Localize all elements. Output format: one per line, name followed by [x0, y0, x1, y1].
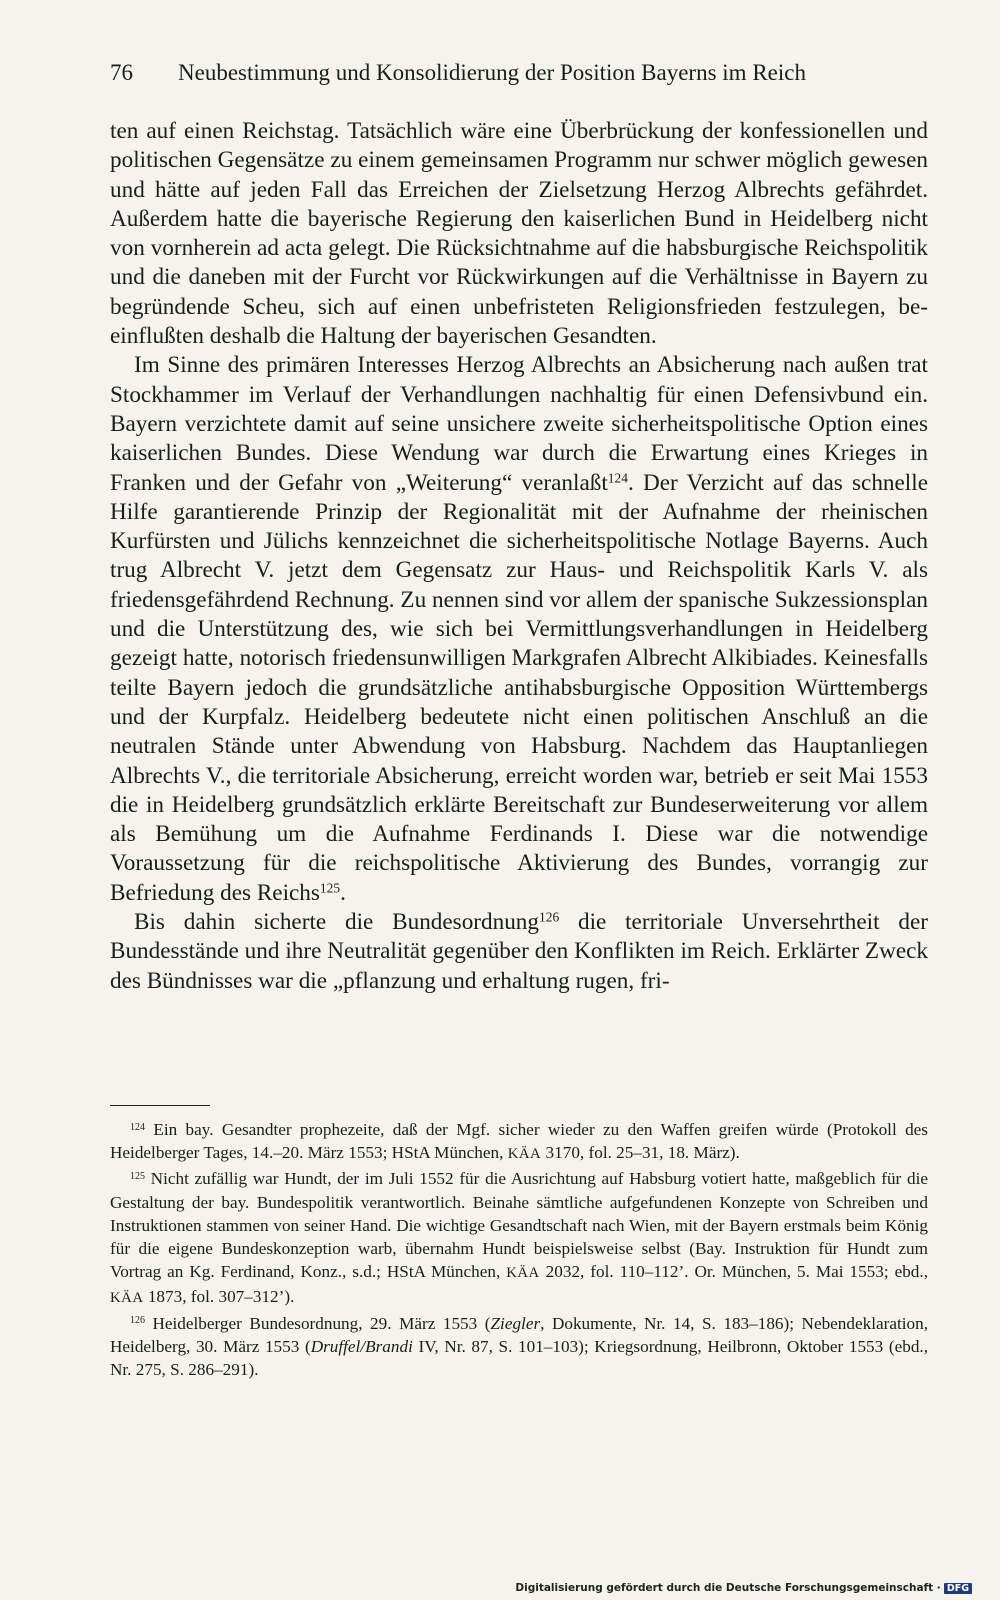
footnote-126-text-b: , Dokumente, Nr. 14, S. 183–186); Nebendeklaration, Heidelberg, 30. März 1553 ( [110, 1313, 928, 1356]
archive-abbrev: KÄA [110, 1290, 144, 1307]
paragraph-2-text-b: . Der Verzicht auf das schnelle Hilfe garantierende Prinzip der Regionalität mit der Aufnahme der rheinischen Kurfürsten und Jülichs kennzeichnet die sicherheitspolitische Notlage Bayerns. Auch trug Albrecht V. jetzt dem Gegensatz zur Haus- und Reichspolitik Karls V. als friedensgefährdend Rechnung. Zu nennen sind vor allem der spanische Sukzessionsplan und die Unterstützung des, wie sich bei Vermittlungsverhandlungen in Heidelberg gezeigt hatte, notorisch friedensunwilligen Markgrafen Albrecht Alkibiades. Keinesfalls teilte Bayern jedoch die grundsätzliche antihabsburgische Opposition Württembergs und der Kurpfalz. Heidelberg bedeutete nicht einen politischen Anschluß an die neutralen Stände unter Abwendung von Habsburg. Nachdem das Hauptanliegen Albrechts V., die territoriale Absicherung, erreicht worden war, betrieb er seit Mai 1553 die in Heidelberg grundsätzlich erklärte Bereitschaft zur Bundeserweiterung vor allem als Bemühung um die Aufnahme Ferdinands I. Diese war die notwendige Voraussetzung für die reichspolitische Aktivierung des Bundes, vorrangig zur Befriedung des Reichs [110, 469, 928, 906]
paragraph-3-text-b: die territoriale Unversehrtheit der Bundesstände und ihre Neutralität gegenüber den Konflikten im Reich. Erklärter Zweck des Bündnisses war die „pflanzung und erhaltung rugen, fri- [110, 909, 928, 994]
paragraph-2 [110, 351, 928, 908]
running-title: Neubestimmung und Konsolidierung der Position Bayerns im Reich [178, 60, 806, 85]
paragraph-3-text-a: Bis dahin sicherte die Bundesordnung [134, 909, 539, 936]
author-name-druffel-brandi: Druffel/Brandi [310, 1336, 413, 1356]
main-text [110, 117, 928, 996]
footnote-124-text-a: Ein bay. Gesandter prophezeite, daß der Mgf. sicher wieder zu den Waffen greifen würde (Protokoll des Heidelberger Tages, 14.–20. März 1553; HStA München, [110, 1120, 928, 1163]
paragraph-2-text-a: Im Sinne des primären Interesses Herzog Albrechts an Absicherung nach außen trat Stockhammer im Verlauf der Verhandlungen nachhaltig für einen Defensivbund ein. Bayern verzichtete damit auf seine unsichere zweite sicherheitspolitische Option eines kaiserlichen Bundes. Diese Wendung war durch die Erwartung eines Krieges in Franken und der Gefahr von „Weiterung“ veranlaßt [110, 352, 928, 496]
footnote-126: $^{126}$ Heidelberger Bundesordnung, 29. März 1553 (Ziegler, Dokumente, Nr. 14, S. 183–186); Nebendeklaration, Heidelberg, 30. März 1553 (Druffel/Brandi IV, Nr. 87, S. 101–103); Kriegsordnung, Heilbronn, Oktober 1553 (ebd., Nr. 275, S. 286–291). [110, 1313, 929, 1380]
footnote-ref-125[interactable]: 125 [319, 880, 341, 896]
paragraph-1 [110, 117, 928, 351]
footnote-124: $^{124}$ Ein bay. Gesandter prophezeite, daß der Mgf. sicher wieder zu den Waffen greifen würde (Protokoll des Heidelberger Tages, 14.–20. März 1553; HStA München, KÄA 3170, fol. 25–31, 18. März). [110, 1120, 928, 1163]
running-header [110, 58, 870, 88]
footnote-125-text-c: 1873, fol. 307–312’). [143, 1287, 295, 1307]
footnote-125-text-a: Nicht zufällig war Hundt, der im Juli 1552 für die Ausrichtung auf Habsburg votiert hatte, maßgeblich für die Gestaltung der bay. Bundespolitik verantwortlich. Beinahe sämtliche aufgefundenen Konzepte von Schreiben und Instruktionen stammen von seiner Hand. Die wichtige Gesandtschaft nach Wien, mit der Bayern erstmals beim König für die eigene Bundeskonzeption warb, übernahm Hundt beispielsweise selbst (Bay. Instruktion für Hundt zum Vortrag an Kg. Ferdinand, Konz., s.d.; HStA München, [110, 1169, 928, 1282]
archive-abbrev: KÄA [506, 1265, 540, 1282]
dfg-watermark-text: Digitalisierung gefördert durch die Deutsche Forschungsgemeinschaft · [515, 1582, 941, 1594]
paragraph-1-text: ten auf einen Reichstag. Tatsächlich wäre eine Überbrückung der konfessionellen und politischen Gegensätze zu einem gemeinsamen Programm nur schwer möglich gewesen und hätte auf jeden Fall das Erreichen der Zielsetzung Herzog Albrechts gefährdet. Außerdem hatte die bayerische Regierung den kaiserlichen Bund in Heidelberg nicht von vornherein ad acta gelegt. Die Rücksichtnahme auf die habsburgische Reichspolitik und die daneben mit der Furcht vor Rückwirkungen auf die Verhältnisse in Bayern zu begründende Scheu, sich auf einen unbefristeten Religionsfrieden festzulegen, beeinflußten deshalb die Haltung der bayerischen Gesandten. [110, 118, 928, 350]
dfg-watermark [515, 1582, 972, 1594]
footnote-divider [110, 1105, 210, 1106]
footnotes [110, 1118, 928, 1382]
footnote-125-text-b: 2032, fol. 110–112’. Or. München, 5. Mai 1553; ebd., [539, 1262, 928, 1282]
footnote-ref-126[interactable]: 126 [539, 909, 560, 925]
footnote-124-text-b: 3170, fol. 25–31, 18. März). [541, 1143, 740, 1163]
paragraph-3 [110, 908, 928, 996]
dfg-logo: DFG [944, 1583, 972, 1594]
footnote-126-text-a: Heidelberger Bundesordnung, 29. März 1553 ( [144, 1313, 491, 1333]
footnote-126-text-c: IV, Nr. 87, S. 101–103); Kriegsordnung, Heilbronn, Oktober 1553 (ebd., Nr. 275, S. 286–291). [110, 1336, 929, 1380]
footnote-ref-124[interactable]: 124 [607, 470, 628, 486]
paragraph-2-text-c: . [340, 879, 346, 906]
author-name-ziegler: Ziegler [490, 1313, 541, 1333]
page-number: 76 [110, 60, 133, 85]
footnote-125: $^{125}$ Nicht zufällig war Hundt, der im Juli 1552 für die Ausrichtung auf Habsburg votiert hatte, maßgeblich für die Gestaltung der bay. Bundespolitik verantwortlich. Beinahe sämtliche aufgefundenen Konzepte von Schreiben und Instruktionen stammen von seiner Hand. Die wichtige Gesandtschaft nach Wien, mit der Bayern erstmals beim König für die eigene Bundeskonzeption warb, übernahm Hundt beispielsweise selbst (Bay. Instruktion für Hundt zum Vortrag an Kg. Ferdinand, Konz., s.d.; HStA München, KÄA 2032, fol. 110–112’. Or. München, 5. Mai 1553; ebd., KÄA 1873, fol. 307–312’). [110, 1169, 928, 1307]
archive-abbrev: KÄA [507, 1146, 542, 1163]
